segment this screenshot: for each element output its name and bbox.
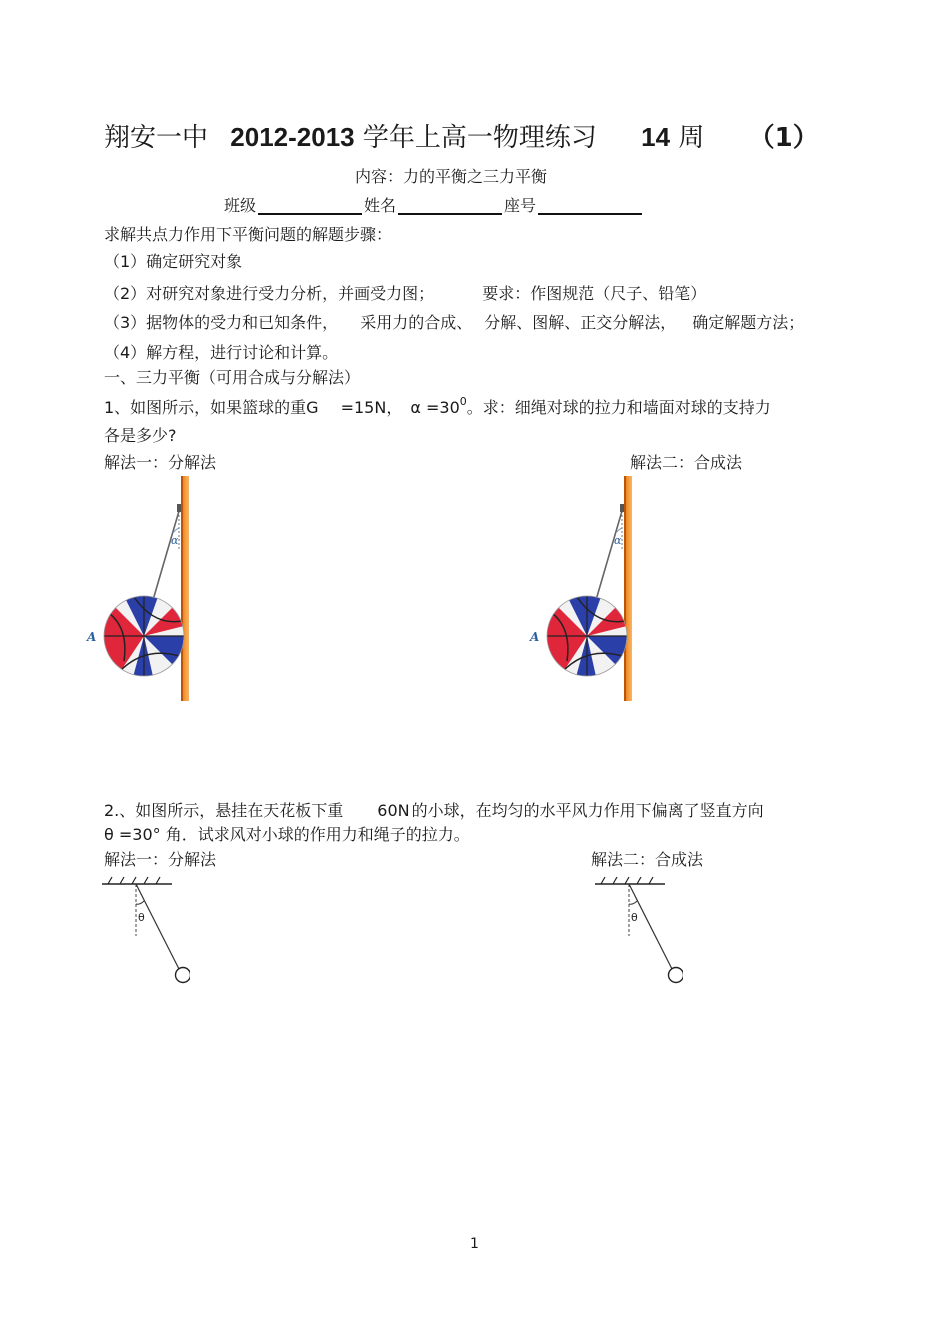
week-number: 14 <box>641 122 671 152</box>
step-3-text-c: 分解、图解、正交分解法， <box>484 313 677 332</box>
question-2 <box>104 798 764 821</box>
step-3-text-d: 确定解题方法； <box>692 313 805 332</box>
name-blank[interactable] <box>398 197 502 215</box>
q1-method-2: 解法二：合成法 <box>630 453 743 472</box>
student-info <box>224 193 644 216</box>
alpha-label: α <box>171 534 179 547</box>
name-label: 姓名 <box>364 196 397 215</box>
theta-label: θ <box>631 911 638 924</box>
q2-text-b: 60N <box>377 801 410 820</box>
step-2-requirement: 要求：作图规范（尺子、铅笔） <box>482 284 707 303</box>
step-3-text-a: （3）据物体的受力和已知条件， <box>104 313 339 332</box>
steps-intro: 求解共点力作用下平衡问题的解题步骤： <box>104 225 393 244</box>
question-1 <box>104 395 771 418</box>
step-3 <box>104 310 804 333</box>
week-label: 周 <box>678 123 705 153</box>
section-1-heading: 一、三力平衡（可用合成与分解法） <box>104 368 361 387</box>
step-4: （4）解方程，进行讨论和计算。 <box>104 343 339 362</box>
q2-line-2: θ =30° 角．试求风对小球的作用力和绳子的拉力。 <box>104 825 470 844</box>
pendulum-figure-2 <box>593 874 683 989</box>
q1-text-a: 1、如图所示，如果篮球的重G <box>104 398 319 417</box>
step-3-text-b: 采用力的合成、 <box>360 313 473 332</box>
basketball-figure-1 <box>84 476 214 706</box>
step-2 <box>104 281 706 304</box>
seat-blank[interactable] <box>538 197 642 215</box>
subtitle: 内容：力的平衡之三力平衡 <box>355 167 548 186</box>
page-number: 1 <box>470 1236 479 1252</box>
alpha-label: α <box>614 534 622 547</box>
class-blank[interactable] <box>258 197 362 215</box>
theta-label: θ <box>138 911 145 924</box>
school-name: 翔安一中 <box>104 123 209 153</box>
q2-text-c: 的小球，在均匀的水平风力作用下偏离了竖直方向 <box>411 801 764 820</box>
small-ball <box>669 968 684 983</box>
rope <box>596 511 622 600</box>
q1-text-b: =15N， <box>340 398 403 417</box>
q1-line-2: 各是多少? <box>104 426 177 445</box>
q2-text-a: 2.、如图所示，悬挂在天花板下重 <box>104 801 344 820</box>
title-middle: 学年上高一物理练习 <box>362 123 597 153</box>
q1-superscript: 0 <box>459 395 467 408</box>
step-1: （1）确定研究对象 <box>104 252 243 271</box>
school-years: 2012-2013 <box>230 122 355 152</box>
rope <box>153 511 179 600</box>
step-2-text: （2）对研究对象进行受力分析，并画受力图； <box>104 284 435 303</box>
pendulum-figure-1 <box>100 874 190 989</box>
string <box>629 884 672 969</box>
q1-text-c: α =30 <box>410 398 460 417</box>
point-a-label: A <box>87 630 97 644</box>
q1-text-d: 。求：细绳对球的拉力和墙面对球的支持力 <box>466 398 771 417</box>
string <box>136 884 179 969</box>
class-label: 班级 <box>224 196 257 215</box>
point-a-label: A <box>530 630 540 644</box>
page-title <box>104 117 819 154</box>
part-label: （1） <box>748 123 819 153</box>
q1-method-1: 解法一：分解法 <box>104 453 217 472</box>
seat-label: 座号 <box>504 196 537 215</box>
q2-method-2: 解法二：合成法 <box>591 850 704 869</box>
basketball-figure-2 <box>527 476 657 706</box>
q2-method-1: 解法一：分解法 <box>104 850 217 869</box>
small-ball <box>176 968 191 983</box>
